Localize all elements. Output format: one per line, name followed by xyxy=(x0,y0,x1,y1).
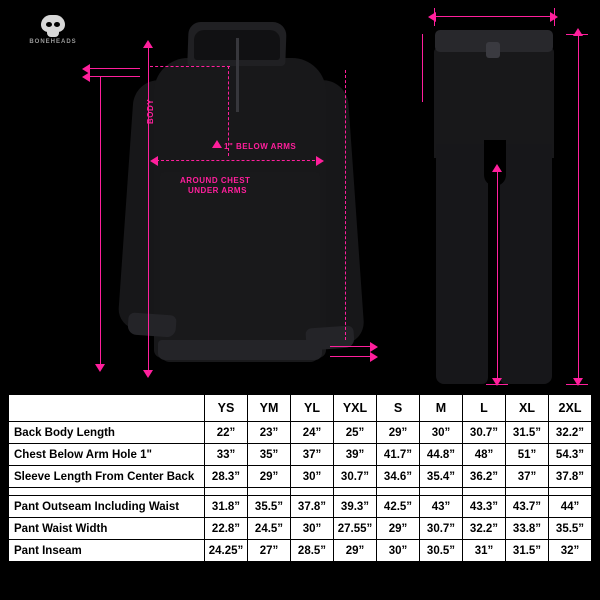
cell: 31” xyxy=(463,540,506,562)
chest-label-line1: AROUND CHEST xyxy=(180,176,251,185)
cell: 44” xyxy=(549,496,592,518)
size-header-ym: YM xyxy=(248,395,291,422)
pants-inseam-line xyxy=(497,170,498,384)
spacer-cell xyxy=(377,488,420,496)
pants-inseam-bottom-tick xyxy=(486,384,508,385)
cell: 36.2” xyxy=(463,466,506,488)
jacket-zipper xyxy=(236,38,239,112)
table-corner-cell xyxy=(9,395,205,422)
body-length-line xyxy=(148,46,149,372)
cell: 23” xyxy=(248,422,291,444)
cell: 30” xyxy=(377,540,420,562)
cell: 27.55” xyxy=(334,518,377,540)
size-header-2xl: 2XL xyxy=(549,395,592,422)
sleeve-measure-top-line-2 xyxy=(88,76,140,77)
size-header-yxl: YXL xyxy=(334,395,377,422)
cell: 33.8” xyxy=(506,518,549,540)
below-arms-label: 1" BELOW ARMS xyxy=(224,142,297,151)
pants-waist-right-tick xyxy=(554,8,555,26)
spacer-cell xyxy=(291,488,334,496)
pants-outseam-line xyxy=(578,34,579,384)
table-row xyxy=(9,540,592,562)
pants-waist-left-tick xyxy=(434,8,435,26)
cell: 28.5” xyxy=(291,540,334,562)
row-label-sleeve-length: Sleeve Length From Center Back xyxy=(9,466,205,488)
jacket-left-extent-line xyxy=(100,76,101,366)
cell: 32.2” xyxy=(549,422,592,444)
cell: 30” xyxy=(291,518,334,540)
body-label: BODY xyxy=(146,98,155,124)
cell: 51” xyxy=(506,444,549,466)
cell: 29” xyxy=(248,466,291,488)
size-header-l: L xyxy=(463,395,506,422)
jacket-left-extent-arrow xyxy=(95,364,105,372)
chest-dashed-line xyxy=(156,160,320,161)
spacer-cell xyxy=(463,488,506,496)
cell: 34.6” xyxy=(377,466,420,488)
pants-outseam-top-tick xyxy=(566,34,588,35)
cell: 37” xyxy=(291,444,334,466)
pants-waist-width-line xyxy=(434,16,554,17)
cell: 24” xyxy=(291,422,334,444)
cell: 33” xyxy=(205,444,248,466)
spacer-cell xyxy=(248,488,291,496)
sleeve-outer-dash xyxy=(345,70,346,340)
spacer-cell xyxy=(420,488,463,496)
sleeve-cuff-arrow-2 xyxy=(370,352,378,362)
size-header-s: S xyxy=(377,395,420,422)
cell: 32” xyxy=(549,540,592,562)
size-header-m: M xyxy=(420,395,463,422)
jacket-illustration xyxy=(120,22,370,372)
cell: 39.3” xyxy=(334,496,377,518)
cell: 29” xyxy=(334,540,377,562)
brand-wordmark: BONEHEADS xyxy=(29,39,77,45)
jacket-left-cuff xyxy=(127,312,176,337)
size-chart-table xyxy=(8,394,592,562)
pants-left-guide-line xyxy=(422,34,423,102)
chest-left-arrow xyxy=(150,156,158,166)
spacer-cell xyxy=(205,488,248,496)
cell: 35.4” xyxy=(420,466,463,488)
sleeve-measure-top-line xyxy=(88,68,140,69)
cell: 39” xyxy=(334,444,377,466)
table-spacer-row xyxy=(9,488,592,496)
row-label-pant-waist-width: Pant Waist Width xyxy=(9,518,205,540)
cell: 24.5” xyxy=(248,518,291,540)
cell: 30.5” xyxy=(420,540,463,562)
cell: 29” xyxy=(377,422,420,444)
size-header-ys: YS xyxy=(205,395,248,422)
cell: 37.8” xyxy=(549,466,592,488)
pants-outseam-bottom-tick xyxy=(566,384,588,385)
cell: 44.8” xyxy=(420,444,463,466)
chest-right-arrow xyxy=(316,156,324,166)
spacer-cell xyxy=(9,488,205,496)
cell: 31.5” xyxy=(506,422,549,444)
row-label-chest-below-arm-hole: Chest Below Arm Hole 1" xyxy=(9,444,205,466)
spacer-cell xyxy=(506,488,549,496)
row-label-pant-outseam: Pant Outseam Including Waist xyxy=(9,496,205,518)
cell: 31.5” xyxy=(506,540,549,562)
body-length-top-arrow xyxy=(143,40,153,48)
spacer-cell xyxy=(334,488,377,496)
cell: 37” xyxy=(506,466,549,488)
cell: 29” xyxy=(377,518,420,540)
cell: 43” xyxy=(420,496,463,518)
table-row xyxy=(9,422,592,444)
cell: 35.5” xyxy=(248,496,291,518)
cell: 27” xyxy=(248,540,291,562)
sleeve-cuff-arrow xyxy=(370,342,378,352)
table-row xyxy=(9,496,592,518)
pants-crotch-gap xyxy=(484,140,506,186)
cell: 31.8” xyxy=(205,496,248,518)
cell: 22.8” xyxy=(205,518,248,540)
jacket-body-lower xyxy=(160,172,320,362)
size-header-yl: YL xyxy=(291,395,334,422)
pants-drawstring xyxy=(486,42,500,58)
cell: 35.5” xyxy=(549,518,592,540)
cell: 28.3” xyxy=(205,466,248,488)
cell: 22” xyxy=(205,422,248,444)
table-header-row xyxy=(9,395,592,422)
cell: 30” xyxy=(291,466,334,488)
chest-label-line2: UNDER ARMS xyxy=(188,186,247,195)
table-row xyxy=(9,466,592,488)
cell: 30” xyxy=(420,422,463,444)
row-label-pant-inseam: Pant Inseam xyxy=(9,540,205,562)
table-row xyxy=(9,444,592,466)
pants-left-leg xyxy=(436,144,488,384)
cell: 35” xyxy=(248,444,291,466)
cell: 30.7” xyxy=(420,518,463,540)
cell: 43.3” xyxy=(463,496,506,518)
table-row xyxy=(9,518,592,540)
cell: 25” xyxy=(334,422,377,444)
cell: 30.7” xyxy=(463,422,506,444)
sleeve-measure-left-arrow-2 xyxy=(82,72,90,82)
spacer-cell xyxy=(549,488,592,496)
pants-inseam-top-arrow xyxy=(492,164,502,172)
size-header-xl: XL xyxy=(506,395,549,422)
pants-right-leg xyxy=(500,144,552,384)
cell: 32.2” xyxy=(463,518,506,540)
cell: 41.7” xyxy=(377,444,420,466)
cell: 37.8” xyxy=(291,496,334,518)
below-arms-arrow xyxy=(212,140,222,148)
body-length-bottom-arrow xyxy=(143,370,153,378)
pants-illustration xyxy=(410,14,575,386)
row-label-back-body-length: Back Body Length xyxy=(9,422,205,444)
cell: 24.25” xyxy=(205,540,248,562)
jacket-hem xyxy=(158,340,322,360)
cell: 54.3” xyxy=(549,444,592,466)
cell: 42.5” xyxy=(377,496,420,518)
skull-logo-icon xyxy=(38,15,68,37)
sleeve-shoulder-dash xyxy=(150,66,230,67)
cell: 30.7” xyxy=(334,466,377,488)
cell: 43.7” xyxy=(506,496,549,518)
cell: 48” xyxy=(463,444,506,466)
brand-logo xyxy=(10,8,96,52)
